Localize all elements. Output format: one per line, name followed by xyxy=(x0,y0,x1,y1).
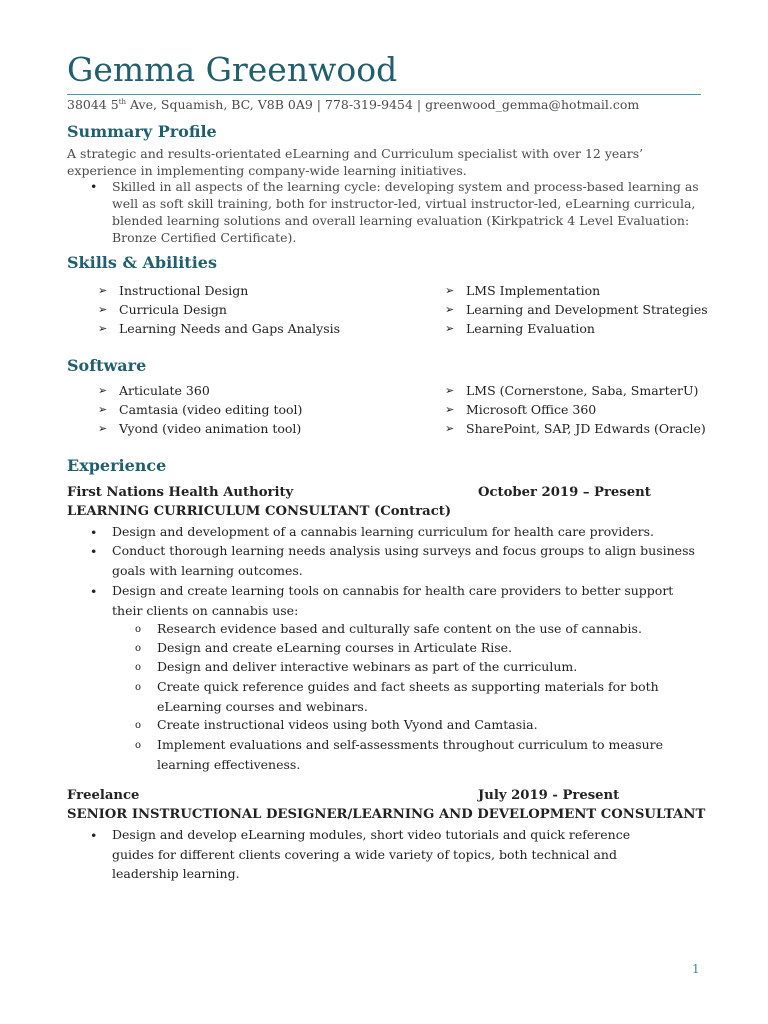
arrow-bullet-icon: ➢ xyxy=(445,322,455,335)
contact-details: Ave, Squamish, BC, V8B 0A9 | 778-319-9454 | greenwood_gemma@hotmail.com xyxy=(126,97,640,112)
arrow-bullet-icon: ➢ xyxy=(445,303,455,316)
job-sub-bullet: Create instructional videos using both Vyond and Camtasia. xyxy=(157,717,538,732)
summary-text: A strategic and results-orientated eLearning and Curriculum specialist with over 12 years’ experience in implementing company-wide learning initiatives. xyxy=(67,146,644,178)
job-title: LEARNING CURRICULUM CONSULTANT (Contract) xyxy=(67,504,452,519)
arrow-bullet-icon: ➢ xyxy=(445,384,455,397)
circle-bullet-icon: o xyxy=(135,624,142,635)
software-item: Articulate 360 xyxy=(119,383,210,398)
circle-bullet-icon: o xyxy=(135,740,142,751)
bullet-dot: • xyxy=(90,544,98,559)
job-sub-bullet: Research evidence based and culturally safe content on the use of cannabis. xyxy=(157,621,642,636)
arrow-bullet-icon: ➢ xyxy=(98,422,108,435)
bullet-dot: • xyxy=(90,584,98,599)
contact-line xyxy=(67,96,639,114)
circle-bullet-icon: o xyxy=(135,643,142,654)
header-divider xyxy=(67,94,701,95)
arrow-bullet-icon: ➢ xyxy=(445,403,455,416)
job-bullet: Design and development of a cannabis learning curriculum for health care providers. xyxy=(112,524,654,539)
job-bullet: Design and create learning tools on cannabis for health care providers to better support their clients on cannabis use: xyxy=(112,583,674,618)
circle-bullet-icon: o xyxy=(135,720,142,731)
page-number: 1 xyxy=(692,962,700,976)
arrow-bullet-icon: ➢ xyxy=(445,422,455,435)
job-sub-bullet: Design and create eLearning courses in Articulate Rise. xyxy=(157,640,513,655)
job-title: SENIOR INSTRUCTIONAL DESIGNER/LEARNING AND DEVELOPMENT CONSULTANT xyxy=(67,807,706,822)
software-item: Microsoft Office 360 xyxy=(466,402,597,417)
software-heading: Software xyxy=(67,356,147,375)
job-bullet: Conduct thorough learning needs analysis using surveys and focus groups to align business goals with learning outcomes. xyxy=(112,543,695,578)
bullet-dot: • xyxy=(90,525,98,540)
arrow-bullet-icon: ➢ xyxy=(445,284,455,297)
summary-bullet: Skilled in all aspects of the learning cycle: developing system and process-based learning as well as soft skill training, both for instructor-led, virtual instructor-led, eLearning curricula, blended learning solutions and overall learning evaluation (Kirkpatrick 4 Level Evaluation: Bronze Certified Certificate). xyxy=(112,179,699,245)
skill-item: Learning Evaluation xyxy=(466,321,595,336)
job-employer: First Nations Health Authority xyxy=(67,485,294,500)
software-item: Camtasia (video editing tool) xyxy=(119,402,303,417)
skill-item: LMS Implementation xyxy=(466,283,601,298)
summary-heading: Summary Profile xyxy=(67,122,217,141)
software-item: Vyond (video animation tool) xyxy=(119,421,302,436)
job-sub-bullet: Design and deliver interactive webinars as part of the curriculum. xyxy=(157,659,578,674)
skills-heading: Skills & Abilities xyxy=(67,253,217,272)
arrow-bullet-icon: ➢ xyxy=(98,403,108,416)
arrow-bullet-icon: ➢ xyxy=(98,303,108,316)
candidate-name: Gemma Greenwood xyxy=(67,50,398,89)
job-date: July 2019 - Present xyxy=(478,788,620,803)
job-employer: Freelance xyxy=(67,788,140,803)
skill-item: Learning Needs and Gaps Analysis xyxy=(119,321,341,336)
job-sub-bullet: Implement evaluations and self-assessments throughout curriculum to measure learning effectiveness. xyxy=(157,737,664,772)
skill-item: Curricula Design xyxy=(119,302,227,317)
experience-heading: Experience xyxy=(67,456,167,475)
software-item: LMS (Cornerstone, Saba, SmarterU) xyxy=(466,383,699,398)
bullet-dot: • xyxy=(90,828,98,843)
address-suffix: th xyxy=(118,98,127,106)
bullet-dot: • xyxy=(90,179,98,194)
arrow-bullet-icon: ➢ xyxy=(98,284,108,297)
job-sub-bullet: Create quick reference guides and fact sheets as supporting materials for both eLearning courses and webinars. xyxy=(157,679,659,714)
skill-item: Instructional Design xyxy=(119,283,249,298)
address-number: 38044 5 xyxy=(67,97,119,112)
arrow-bullet-icon: ➢ xyxy=(98,322,108,335)
software-item: SharePoint, SAP, JD Edwards (Oracle) xyxy=(466,421,706,436)
job-bullet: Design and develop eLearning modules, short video tutorials and quick reference guides for different clients covering a wide variety of topics, both technical and leadership learning. xyxy=(112,827,631,881)
job-date: October 2019 – Present xyxy=(478,485,651,500)
circle-bullet-icon: o xyxy=(135,682,142,693)
arrow-bullet-icon: ➢ xyxy=(98,384,108,397)
circle-bullet-icon: o xyxy=(135,662,142,673)
skill-item: Learning and Development Strategies xyxy=(466,302,708,317)
